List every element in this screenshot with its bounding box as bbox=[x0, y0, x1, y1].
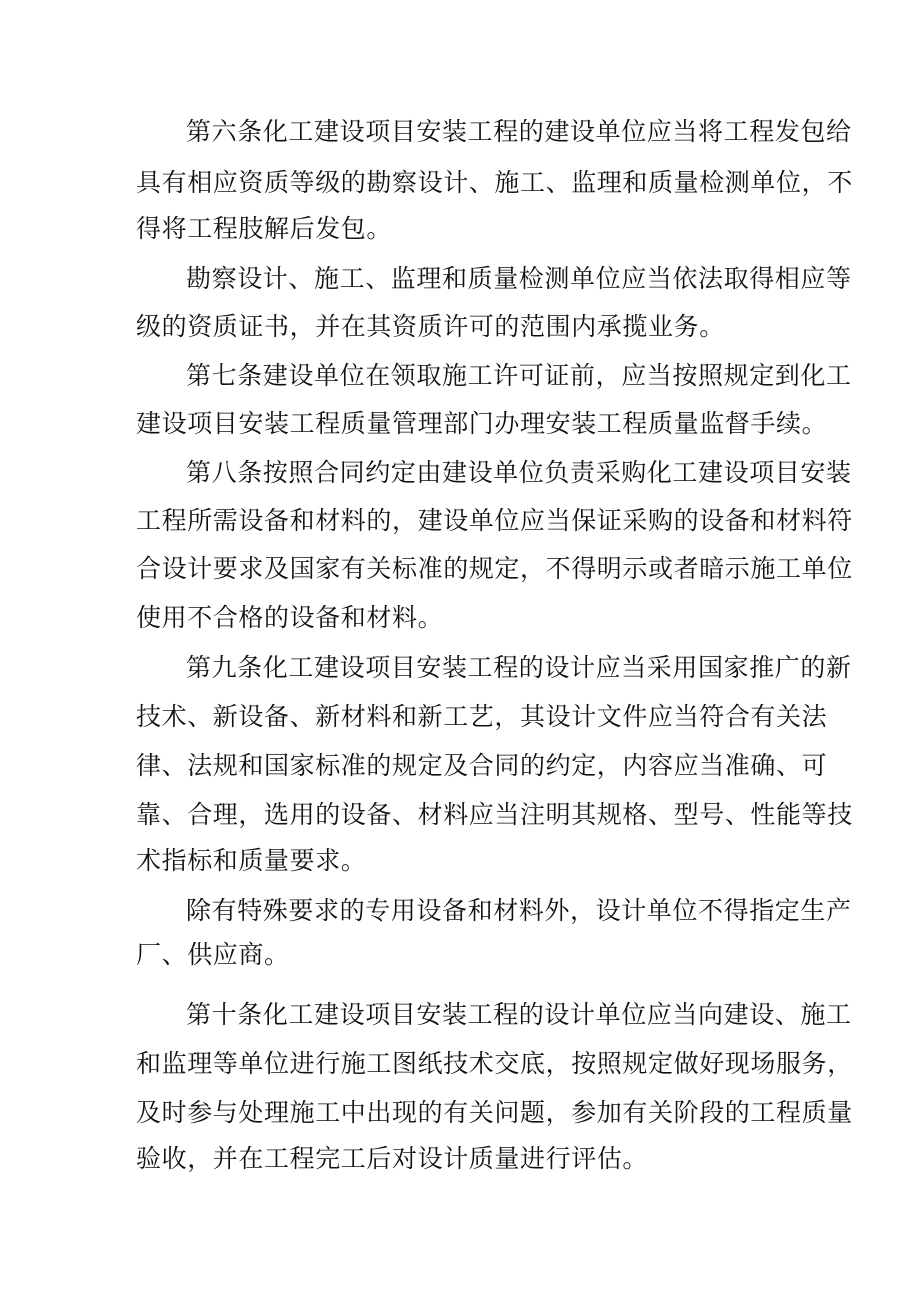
article-6-line-1: 第六条化工建设项目安装工程的建设单位应当将工程发包给 bbox=[186, 117, 852, 146]
article-9-line-2: 技术、新设备、新材料和新工艺，其设计文件应当符合有关法 bbox=[136, 702, 828, 731]
article-9-para-2-line-1: 除有特殊要求的专用设备和材料外，设计单位不得指定生产 bbox=[186, 896, 852, 925]
article-9-line-1: 第九条化工建设项目安装工程的设计应当采用国家推广的新 bbox=[186, 653, 852, 682]
article-6-para-2-line-1: 勘察设计、施工、监理和质量检测单位应当依法取得相应等 bbox=[186, 264, 852, 293]
article-6-line-3: 得将工程肢解后发包。 bbox=[136, 214, 393, 243]
article-7-line-2: 建设项目安装工程质量管理部门办理安装工程质量监督手续。 bbox=[136, 409, 828, 438]
article-10-line-2: 和监理等单位进行施工图纸技术交底，按照规定做好现场服务， bbox=[136, 1049, 853, 1078]
article-10-line-1: 第十条化工建设项目安装工程的设计单位应当向建设、施工 bbox=[186, 1000, 852, 1029]
article-7-line-1: 第七条建设单位在领取施工许可证前，应当按照规定到化工 bbox=[186, 361, 852, 390]
article-9-line-4: 靠、合理，选用的设备、材料应当注明其规格、型号、性能等技 bbox=[136, 800, 853, 829]
article-6-line-2: 具有相应资质等级的勘察设计、施工、监理和质量检测单位，不 bbox=[136, 168, 853, 197]
article-8-line-4: 使用不合格的设备和材料。 bbox=[136, 603, 444, 632]
article-9-line-5: 术指标和质量要求。 bbox=[136, 846, 367, 875]
article-8-line-3: 合设计要求及国家有关标准的规定，不得明示或者暗示施工单位 bbox=[136, 554, 853, 583]
article-6-para-2-line-2: 级的资质证书，并在其资质许可的范围内承揽业务。 bbox=[136, 312, 725, 341]
article-10-line-3: 及时参与处理施工中出现的有关问题，参加有关阶段的工程质量 bbox=[136, 1098, 853, 1127]
article-9-line-3: 律、法规和国家标准的规定及合同的约定，内容应当准确、可 bbox=[136, 751, 828, 780]
article-8-line-2: 工程所需设备和材料的，建设单位应当保证采购的设备和材料符 bbox=[136, 506, 853, 535]
article-8-line-1: 第八条按照合同约定由建设单位负责采购化工建设项目安装 bbox=[186, 458, 852, 487]
article-10-line-4: 验收，并在工程完工后对设计质量进行评估。 bbox=[136, 1144, 649, 1173]
article-9-para-2-line-2: 厂、供应商。 bbox=[136, 940, 290, 969]
